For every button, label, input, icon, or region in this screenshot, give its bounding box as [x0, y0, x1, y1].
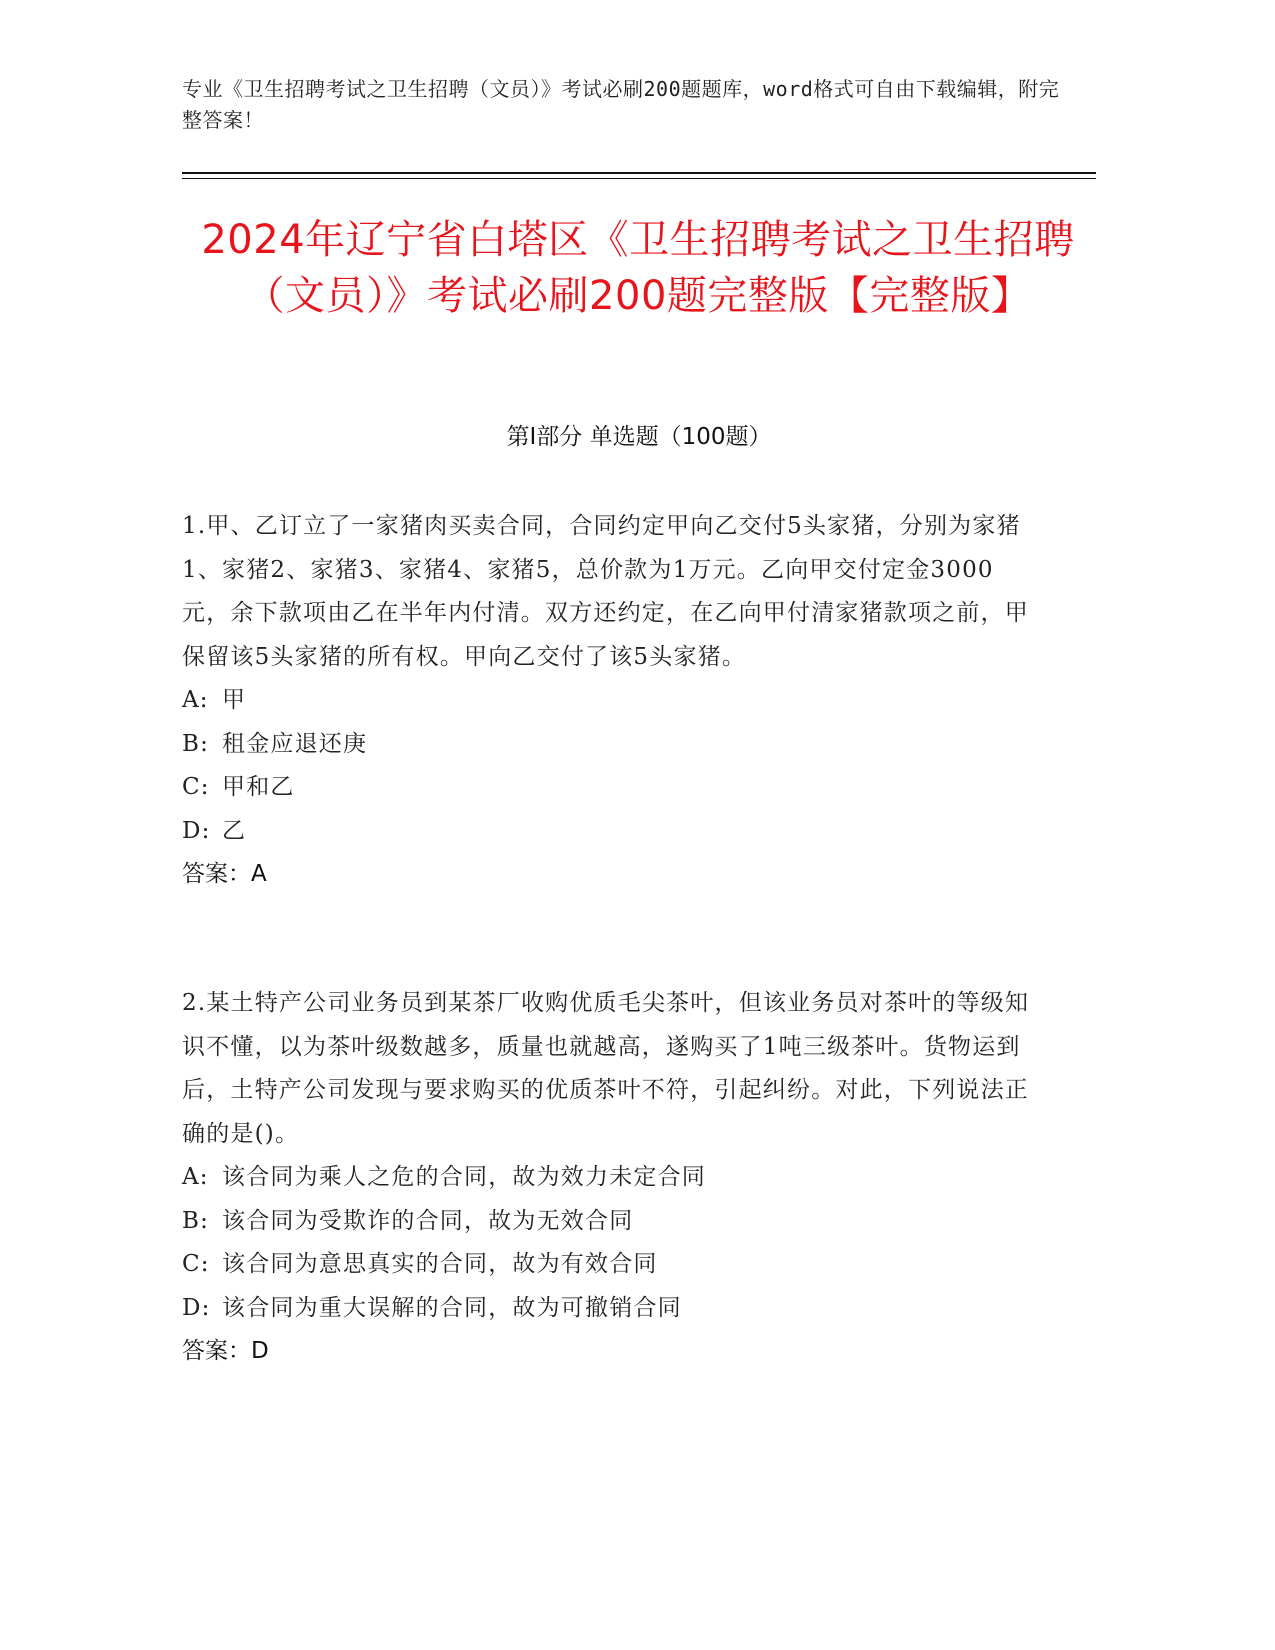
option-letter: B:	[182, 730, 210, 757]
option-c	[182, 1243, 1042, 1287]
question-stem: 2.某土特产公司业务员到某茶厂收购优质毛尖茶叶，但该业务员对茶叶的等级知识不懂，以为茶叶级数越多，质量也就越高，遂购买了1吨三级茶叶。货物运到后，土特产公司发现与要求购买的优质茶叶不符，引起纠纷。对此，下列说法正确的是()。	[182, 990, 1030, 1147]
document-title: 2024年辽宁省白塔区《卫生招聘考试之卫生招聘（文员）》考试必刷200题完整版【完整版】	[201, 217, 1075, 319]
option-text: 租金应退还庚	[222, 730, 368, 757]
header-divider	[182, 172, 1096, 174]
option-text: 乙	[222, 817, 247, 844]
option-text: 甲	[222, 687, 247, 713]
header-note: 专业《卫生招聘考试之卫生招聘（文员）》考试必刷200题题库，word格式可自由下载编辑，附完整答案！	[182, 77, 1060, 132]
option-a	[182, 1156, 1042, 1200]
option-a	[182, 679, 1042, 723]
answer-line: 答案：D	[182, 1338, 269, 1364]
option-text: 该合同为受欺诈的合同，故为无效合同	[222, 1207, 634, 1234]
option-d	[182, 1287, 1042, 1331]
option-letter: B:	[182, 1207, 210, 1234]
option-c	[182, 766, 1042, 810]
question-stem: 1.甲、乙订立了一家猪肉买卖合同，合同约定甲向乙交付5头家猪，分别为家猪1、家猪2、家猪3、家猪4、家猪5，总价款为1万元。乙向甲交付定金3000元，余下款项由乙在半年内付清。双方还约定，在乙向甲付清家猪款项之前，甲保留该5头家猪的所有权。甲向乙交付了该5头家猪。	[182, 513, 1029, 670]
option-letter: A:	[182, 687, 209, 713]
question-item	[182, 505, 1042, 897]
header-divider-thin	[182, 178, 1096, 179]
option-letter: A:	[182, 1164, 209, 1190]
option-text: 该合同为乘人之危的合同，故为效力未定合同	[222, 1164, 706, 1190]
option-letter: C:	[182, 1251, 210, 1277]
option-letter: D:	[182, 817, 211, 844]
option-letter: D:	[182, 1294, 211, 1321]
option-text: 该合同为重大误解的合同，故为可撤销合同	[222, 1294, 682, 1321]
section-title: 第I部分 单选题（100题）	[506, 424, 772, 450]
option-letter: C:	[182, 774, 210, 800]
answer-line: 答案：A	[182, 861, 267, 887]
option-b	[182, 1200, 1042, 1244]
question-item	[182, 982, 1042, 1374]
option-text: 该合同为意思真实的合同，故为有效合同	[222, 1251, 658, 1277]
option-text: 甲和乙	[222, 774, 295, 800]
option-d	[182, 810, 1042, 854]
option-b	[182, 723, 1042, 767]
